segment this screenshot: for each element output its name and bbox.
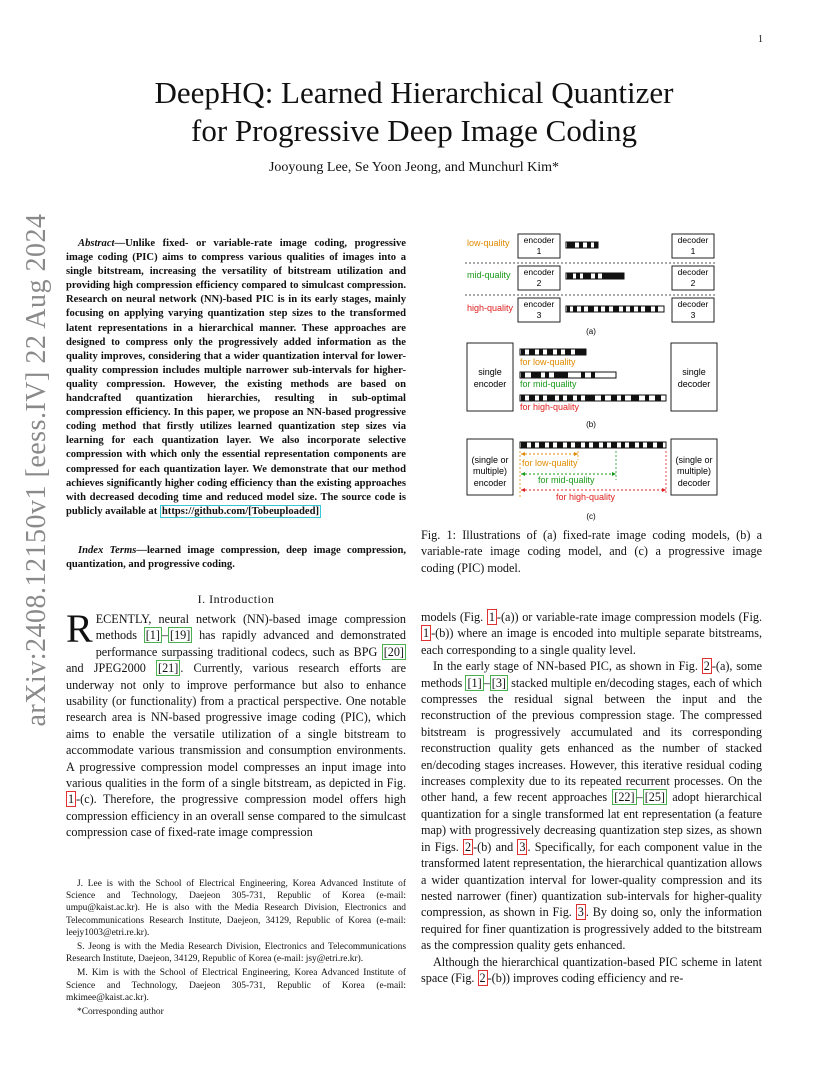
footnote: S. Jeong is with the Media Research Division, Electronics and Telecommunications Research Institute, Daejeon, 34129, Republic of Korea (e-mail: jsy@etri.re.kr). [66,942,406,965]
figure-ref-link[interactable]: 2 [464,839,472,854]
figure-caption: Fig. 1: Illustrations of (a) fixed-rate image coding models, (b) a variable-rate image coding model, and (c) a progressive image coding (PIC) model. [421,528,762,575]
for-mid-quality-b: for mid-quality [520,379,577,389]
footnote: *Corresponding author [77,1007,164,1018]
subfig-label-c: (c) [586,512,596,521]
index-terms-text: —learned image compression, deep image compression, quantization, and progressive coding. [66,545,406,571]
encoder-3-num: 3 [536,310,542,320]
decoder-3-num: 3 [690,310,696,320]
intro-paragraph [66,606,406,841]
text: adopt hierarchical quantization for a single transformed lat ent representation (a feature map) with progressively decreasing quantization step sizes, as shown in Figs. [421,790,762,854]
encoder-3-label: encoder [523,299,555,309]
footnote: J. Lee is with the School of Electrical Engineering, Korea Advanced Institute of Science and Technology, Daejeon 305-731, Republic of Korea (e-mail: umpu@kaist.ac.kr). He is also with the Media Research Division, Electronics and Telecommunications Research Institute, Daejeon, 34129, Republic of Korea (e-mail: leejy1003@etri.re.kr). [66,879,406,938]
paragraph [421,954,762,987]
pic-encoder-label-1: (single or [471,455,509,465]
single-decoder-label: single [682,367,706,377]
index-terms-label: Index Terms [78,545,137,556]
citation-link[interactable]: [21] [158,661,179,676]
single-encoder-label-2: encoder [473,379,507,389]
text: Although the hierarchical quantization-based PIC scheme in latent space (Fig. [421,954,762,985]
section-heading: I. Introduction [197,592,275,606]
text: -(b)) improves coding efficiency and re- [487,970,684,985]
text: . By doing so, only the information required for finer quantization is progressively added to the bitstream as the compression quality gets enhanced. [421,905,762,953]
text: -(b) and [473,839,518,854]
figure-ref-link[interactable]: 1 [488,610,495,624]
decoder-2-label: decoder [677,267,709,277]
intro-text: – [161,628,169,643]
text: models (Fig. [421,610,487,624]
arxiv-stamp [14,213,60,727]
figure-ref-link[interactable]: 2 [703,659,710,674]
intro-text: and JPEG2000 [66,661,157,676]
text: -(b)) where an image is encoded into multiple separate bitstreams, each corresponding to a single quality level. [421,626,762,657]
figure-ref-link[interactable]: 2 [479,970,486,985]
figure-ref-link[interactable]: 3 [577,905,584,920]
text: – [636,790,643,805]
subfig-label-a: (a) [586,327,596,336]
label-mid-quality: mid-quality [467,270,511,280]
intro-text: has rapidly advanced and demonstrated performance surpassing traditional codecs, such as BPG [95,628,406,659]
pic-encoder-label-3: encoder [473,478,507,488]
citation-link[interactable]: [20] [383,644,404,659]
figure-ref-link[interactable]: 1 [423,626,430,641]
label-low-quality: low-quality [467,238,510,248]
bitstream-b-high [520,395,666,401]
single-encoder-label: single [478,367,502,377]
text: In the early stage of NN-based PIC, as shown in Fig. [433,659,702,674]
decoder-3-label: decoder [677,299,709,309]
for-low-quality-b: for low-quality [520,357,576,367]
title-line-1: DeepHQ: Learned Hierarchical Quantizer [154,75,674,110]
for-low-quality-c: for low-quality [522,458,578,468]
abstract-label: Abstract [78,238,115,249]
bitstream-progressive [520,442,666,448]
bitstream-b-low [520,349,586,355]
right-column-text [421,609,762,986]
figure-ref-link[interactable]: 1 [68,792,75,807]
text: . Specifically, for each component value in the transformed latent representation, the hierarchical quantization allows a wider quantization interval for lower-quality compression and its nested narrower (finer) quantization sub-intervals for higher-quality compression, as shown in Fig. [421,839,762,920]
citation-link[interactable]: [22] [614,790,635,805]
dropcap: R [66,606,93,651]
pic-decoder-label-3: decoder [677,478,711,488]
figure-1 [421,230,762,525]
decoder-1-label: decoder [677,235,709,245]
citation-link[interactable]: [3] [491,675,506,690]
index-terms [66,544,406,572]
figure-ref-link[interactable]: 3 [519,839,526,854]
paper-title [90,74,738,150]
arxiv-stamp-text: arXiv:2408.12150v1 [eess.IV] 22 Aug 2024 [21,213,52,727]
paragraph [421,658,762,953]
text: – [483,675,490,690]
pic-decoder-label-2: multiple) [676,466,712,476]
encoder-1-label: encoder [523,235,555,245]
citation-link[interactable]: [1] [467,675,482,690]
intro-text: . Currently, various research efforts are underway not only to improve performance but also to enhance usability (or functionality) from a practical perspective. One notable research area is NN-based progressive image coding (PIC), which aims to enable the versatile utilization of a single bitstream to accommodate various transmission and consumption environments. A progressive compression model compresses an input image into various qualities in the form of a single bitstream, as depicted in Fig. [66,661,406,791]
encoder-2-label: encoder [523,267,555,277]
decoder-2-num: 2 [690,278,696,288]
bitstream-b-mid [520,372,616,378]
for-high-quality-b: for high-quality [520,402,580,412]
intro-text: -(c). Therefore, the progressive compression model offers high compression efficiency in an overall sense compared to the simulcast compression case of fixed-rate image compression [66,792,406,840]
citation-link[interactable]: [25] [644,790,665,805]
single-encoder-box [467,343,513,411]
citation-link[interactable]: [1] [145,628,160,643]
source-code-link[interactable]: https://github.com/[Tobeuploaded] [161,505,319,517]
single-decoder-box [671,343,717,411]
footnotes [66,878,406,1020]
bitstream-high [566,306,664,312]
page-number: 1 [758,34,763,45]
title-line-2: for Progressive Deep Image Coding [191,113,637,148]
abstract [66,237,406,519]
citation-link[interactable]: [19] [170,628,191,643]
abstract-text: —Unlike fixed- or variable-rate image coding, progressive image coding (PIC) aims to compress various qualities of images into a single bitstream, increasing the versatility of bitstream utilization and providing high compression efficiency compared to simulcast compression. Research on neural network (NN)-based PIC is in its early stages, mainly focusing on applying varying quantization step sizes to the transformed latent representations in a hierarchical manner. These approaches are designed to compress only the progressively added information as the quality improves, considering that a wider quantization interval for lower-quality compression includes multiple narrower sub-intervals for higher-quality compression. However, the existing methods are based on handcrafted quantization hierarchies, resulting in sub-optimal compression efficiency. In this paper, we propose an NN-based progressive coding method that firstly utilizes learned quantization step sizes via learning for each quantization layer. We also incorporate selective compression with which only the essential representation components are compressed for each quantization layer. We demonstrate that our method achieves significantly higher coding efficiency than the existing approaches with decreased decoding time and reduced model size. The source code is publicly available at [66,238,406,517]
subfig-label-b: (b) [586,420,596,429]
intro-text: ECENTLY, neural network (NN)-based image compression methods [95,612,406,643]
pic-decoder-label-1: (single or [675,455,713,465]
footnote: M. Kim is with the School of Electrical Engineering, Korea Advanced Institute of Science and Technology, Daejeon 305-731, Republic of Korea (e-mail: mkimee@kaist.ac.kr). [66,968,406,1003]
bitstream-mid [566,273,624,279]
encoder-1-num: 1 [536,246,542,256]
for-high-quality-c: for high-quality [556,492,616,502]
authors: Jooyoung Lee, Se Yoon Jeong, and Munchurl Kim* [268,160,560,175]
text: -(a)) or variable-rate image compression models (Fig. [496,610,762,624]
decoder-1-num: 1 [690,246,696,256]
for-mid-quality-c: for mid-quality [538,475,595,485]
encoder-2-num: 2 [536,278,542,288]
single-decoder-label-2: decoder [677,379,711,389]
label-high-quality: high-quality [467,303,514,313]
text: stacked multiple en/decoding stages, each of which compresses the residual signal between the input and the reconstruction of the previous compression stage. The compressed bitstream is progressively accumulated and its corresponding reconstruction quality gets enhanced as the number of stacked en/decoding stages increases. However, this iterative residual coding increases complexity due to its repeated recurrent processes. On the other hand, a few recent approaches [421,675,762,805]
bitstream-low [566,242,598,248]
pic-encoder-label-2: multiple) [472,466,508,476]
paragraph [421,609,762,658]
text: -(a), some methods [421,659,762,690]
